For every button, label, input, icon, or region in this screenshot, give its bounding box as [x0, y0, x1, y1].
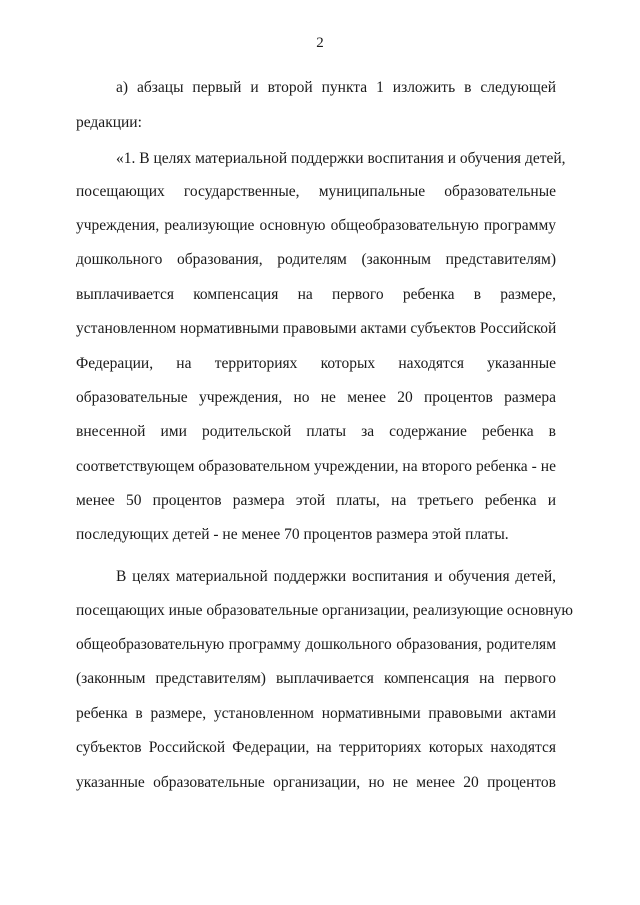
- text-line: а) абзацы первый и второй пункта 1 изложить в следующей: [116, 79, 556, 96]
- text-line: выплачивается компенсация на первого ребенка в размере,: [76, 286, 556, 303]
- text-line: внесенной ими родительской платы за содержание ребенка в: [76, 423, 556, 440]
- text-line: посещающих государственные, муниципальные образовательные: [76, 183, 556, 200]
- text-line: В целях материальной поддержки воспитания и обучения детей,: [116, 568, 556, 585]
- text-line: соответствующем образовательном учреждении, на второго ребенка - не: [76, 458, 556, 475]
- text-line: менее 50 процентов размера этой платы, на третьего ребенка и: [76, 492, 556, 509]
- page-number: 2: [316, 35, 324, 51]
- text-line: указанные образовательные организации, но не менее 20 процентов: [76, 774, 556, 791]
- text-line: (законным представителям) выплачивается компенсация на первого: [76, 670, 556, 687]
- text-line: ребенка в размере, установленном нормативными правовыми актами: [76, 705, 556, 722]
- text-line: общеобразовательную программу дошкольного образования, родителям: [76, 636, 556, 653]
- text-line: образовательные учреждения, но не менее 20 процентов размера: [76, 389, 556, 406]
- text-line: редакции:: [76, 114, 142, 131]
- text-line: Федерации, на территориях которых находятся указанные: [76, 355, 556, 372]
- text-line: установленном нормативными правовыми актами субъектов Российской: [76, 320, 557, 337]
- text-line: субъектов Российской Федерации, на территориях которых находятся: [76, 739, 556, 756]
- text-line: посещающих иные образовательные организации, реализующие основную: [76, 602, 573, 619]
- text-line: последующих детей - не менее 70 процентов размера этой платы.: [76, 526, 509, 543]
- text-line: «1. В целях материальной поддержки воспитания и обучения детей,: [116, 150, 566, 167]
- text-line: учреждения, реализующие основную общеобразовательную программу: [76, 217, 556, 234]
- text-line: дошкольного образования, родителям (законным представителям): [76, 251, 556, 268]
